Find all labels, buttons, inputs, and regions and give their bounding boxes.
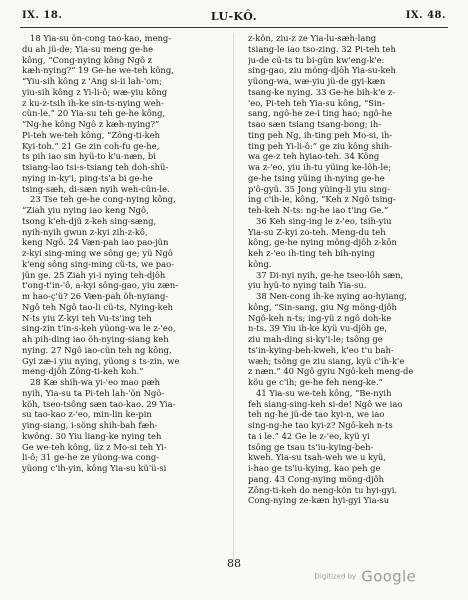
text-line: “Ziah yiu nying iao keng Ngô, xyxy=(22,205,149,215)
column-gutter xyxy=(233,33,234,563)
text-line: ting peh Yi-li-ô:” ge ziu kông shih- xyxy=(248,140,392,151)
text-line: p'ô-gyü. 35 Jong yüing-li yiu sing- xyxy=(248,183,390,194)
text-line: nyih, Yia-su ta Pi-teh lah-'ön Ngô- xyxy=(22,387,165,398)
text-line: sing-gao, ziu möng-djôh Yia-su-keh xyxy=(248,65,396,76)
text-line: ju-de cü-ts tu bi-gün kw'eng-k'e: xyxy=(248,54,385,65)
text-line: pang. 43 Cong-nying möng-djôh xyxy=(248,473,384,484)
text-line: 41 Yia-su we-teh kông, “Be-nyih xyxy=(256,387,392,398)
text-line: yüong-wa, wæ-yiu jü-de gyi-kæn xyxy=(248,76,386,86)
text-line: 36 Keh sing-ing le z-'eo, tsih-yiu xyxy=(256,215,392,226)
text-line: z-kôn, ziu-z ze Yia-lu-sæh-lang xyxy=(248,33,377,43)
text-line: wa ge-z teh hyiao-teh. 34 Kông xyxy=(248,151,380,162)
text-line: m hao-ç'ü? 26 Væn-pah öh-nyiang- xyxy=(22,291,169,301)
text-line: 18 Yia-su ön-cong tao-kao, meng- xyxy=(30,33,172,43)
text-line: yiu hyü-to nying taih Yia-su. xyxy=(248,280,367,291)
text-line: Gyi zæ-i yiu nying, yüong s ts-zin, we xyxy=(22,355,180,366)
text-line: Ngô teh Ngô tao-li cü-ts, Nying-keh xyxy=(22,301,174,312)
text-line: z ku-z-tsih ih-ke sin-ts-nying weh- xyxy=(22,97,164,108)
text-line: tsang-ke nying. 33 Ge-he bih-k'e z- xyxy=(248,86,396,97)
text-line: kông, “Cong-nying kông Ngô z xyxy=(22,54,153,65)
text-line: nying in-ky'i, ping-ts'a bi ge-he xyxy=(22,172,153,183)
right-text-column xyxy=(248,33,448,506)
text-line: cün-le.” 20 Yia-su teh ge-he kông, xyxy=(22,108,166,119)
text-line: z næn.” 40 Ngô gyiu Ngô-keh meng-de xyxy=(248,366,414,377)
text-line: tsông ge tsau ts'iu-kying-beh- xyxy=(248,441,374,452)
text-line: ing c'ih-le, kông, “Keh z Ngô tsing- xyxy=(248,194,396,205)
text-line: nyih-nyih gwun z-kyi zih-z-kô, xyxy=(22,226,148,237)
text-line: tsong k'eh-djü z-keh sing-sæng, xyxy=(22,215,157,226)
text-line: yiu-sih kông z Yi-li-ô; wæ-yiu kông xyxy=(22,86,168,97)
text-line: Pi-teh we-teh kông, “Zông-ti-keh xyxy=(22,129,161,140)
text-line: Zông-ti-keh do neng-kön tu hyi-gyi. xyxy=(248,484,398,495)
text-line: kweh. Yia-su tsah-weh we u kyü, xyxy=(248,452,386,463)
text-line: ziu mah-ding si-ky'i-le; tsông ge xyxy=(248,334,383,344)
text-line: kæh-nying?” 19 Ge-he we-teh kông, xyxy=(22,65,174,76)
text-line: “Yiu-sih kông z 'Ang si-ii lah-'om; xyxy=(22,76,163,86)
text-line: 37 Di-nyi nyih, ge-he tseo-lôh sæn, xyxy=(256,269,404,280)
text-line: ying-siang, i-söng shih-bah fæh- xyxy=(22,420,158,430)
text-line: i-hao ge ts'iu-kying, kao peh ge xyxy=(248,463,381,473)
text-line: 'eo, Pi-teh teh Yia-su kông, “Sin- xyxy=(248,97,385,108)
google-logo: Google xyxy=(361,567,416,586)
text-line: Ngô-keh n-ts; ing-yü z ngô doh-ke xyxy=(248,312,392,323)
text-line: ge-he tsing yüing ih-nying ge-he xyxy=(248,172,385,183)
text-line: n-ts. 39 Yiu ih-ke kyü vu-djôh ge, xyxy=(248,323,388,334)
running-header xyxy=(22,10,446,24)
text-line: Cong-nying ze-kæn hyi-gyi Yia-su xyxy=(248,495,390,506)
text-line: z-kyi sing-ming we sông ge; yü Ngô xyxy=(22,248,173,258)
text-line: sang, ngô-he ze-i ting hao; ngô-he xyxy=(248,108,392,119)
text-line: teh-keh N-ts: ng-he iao t'ing Ge.” xyxy=(248,205,389,215)
text-line: t'ong-t'in-'ô, a-kyi sông-gao, yiu zæn- xyxy=(22,280,179,291)
text-line: keh z-'eo ih-ting teh bih-nying xyxy=(248,248,375,258)
text-line: su tao-kao z-'eo, min-lin ke-pin xyxy=(22,409,152,420)
text-line: yüong c'ih-yin, kông Yia-su kü'ü-si xyxy=(22,463,167,473)
page-number: 88 xyxy=(227,557,241,570)
text-line: keng Ngô. 24 Væn-pah iao pao-jün xyxy=(22,237,169,248)
text-line: tsiang-le iao tso-zing. 32 Pi-teh teh xyxy=(248,43,396,54)
text-line: teh ng-he jü-de tao kyi-n, we iao xyxy=(248,409,385,420)
text-line: du ah jü-de; Yia-su meng ge-he xyxy=(22,43,154,54)
text-line: nying. 27 Ngô iao-cün teh ng kông, xyxy=(22,344,172,355)
text-line: meng-djôh Zông-ti-keh koh.” xyxy=(22,366,144,377)
text-line: Kyi-toh.” 21 Ge zin coh-fu ge-he, xyxy=(22,140,160,151)
text-line: N-ts yiu Z-kyi teh Vu-ts'ing teh xyxy=(22,312,152,323)
text-line: “Ng-he kông Ngô z kæh-nying?” xyxy=(22,119,160,129)
text-line: köh, tseo-tsông sæn tao-kao. 29 Yia- xyxy=(22,398,176,409)
text-line: wæh; tsông ge ziu siang, kyü c'ih-k'e xyxy=(248,355,405,366)
header-rule xyxy=(20,27,448,28)
text-line: 28 Kæ shih-wa yi-'eo mao pæh xyxy=(30,377,160,387)
text-line: 23 Tse teh ge-he cong-nying kông, xyxy=(30,194,176,205)
text-line: ting peh Ng, ih-ting peh Mo-si, ih- xyxy=(248,129,393,140)
text-line: Yia-su Z-kyi zo-teh. Meng-du teh xyxy=(248,226,386,237)
header-right-verse: IX. 48. xyxy=(405,10,446,21)
text-line: sing-zin t'in-s-keh yüong-wa le z-'eo, xyxy=(22,323,176,334)
text-line: k'eng sông sing-ming cü-ts, we pao- xyxy=(22,258,175,269)
text-line: kwông. 30 Yiu liang-ke nying teh xyxy=(22,430,162,441)
text-line: sing-ng-he tao kyi-z? Ngô-keh n-ts xyxy=(248,420,393,430)
text-line: kông, “Sin-sang, giu Ng möng-djôh xyxy=(248,301,397,312)
text-line: tsao sæn tsiang tsang-bong; ih- xyxy=(248,119,382,129)
text-line: li-ô; 31 ge-he ze yüong-wa cong- xyxy=(22,452,160,463)
text-line: köu ge c'ih; ge-he feh neng-ke.” xyxy=(248,377,383,387)
left-text-column xyxy=(22,33,222,474)
text-line: ah pih-ding iao öh-nying-siang keh xyxy=(22,334,169,344)
text-line: tsing-sæh, di-sæn nyih weh-cün-le. xyxy=(22,183,170,194)
text-line: tsiang-lao tsi-s-tsiang teh doh-shü- xyxy=(22,162,169,172)
text-line: 38 Nen-cong ih-ke nying ao-hyiang, xyxy=(256,291,407,301)
header-book-title: LU-KÔ. xyxy=(210,10,258,23)
text-line: ts pih iao sin hyü-to k'u-næn, bi xyxy=(22,151,156,162)
header-left-verse: IX. 18. xyxy=(22,10,63,21)
text-line: kông. xyxy=(248,258,272,269)
text-line: Ge we-teh kông, üz z Mo-si teh Yi- xyxy=(22,441,167,452)
text-line: wa z-'eo, yiu ih-tu yüing ke-lôh-le; xyxy=(248,162,391,172)
digitized-by-text: Digitized by xyxy=(314,572,357,581)
text-line: ta i le.” 42 Ge le z-'eo, kyü yi xyxy=(248,430,370,441)
text-line: jün ge. 25 Ziah yi-i nying teh-djôh xyxy=(22,269,166,280)
text-line: ts'in-kying-beh-kweh, k'eo t'u bah- xyxy=(248,344,394,355)
text-line: kông, ge-he nying möng-djôh z-kôn xyxy=(248,237,397,248)
digitized-by-google-watermark xyxy=(315,566,416,586)
text-line: feh siang-sing-keh si-de! Ngô we iao xyxy=(248,398,403,409)
